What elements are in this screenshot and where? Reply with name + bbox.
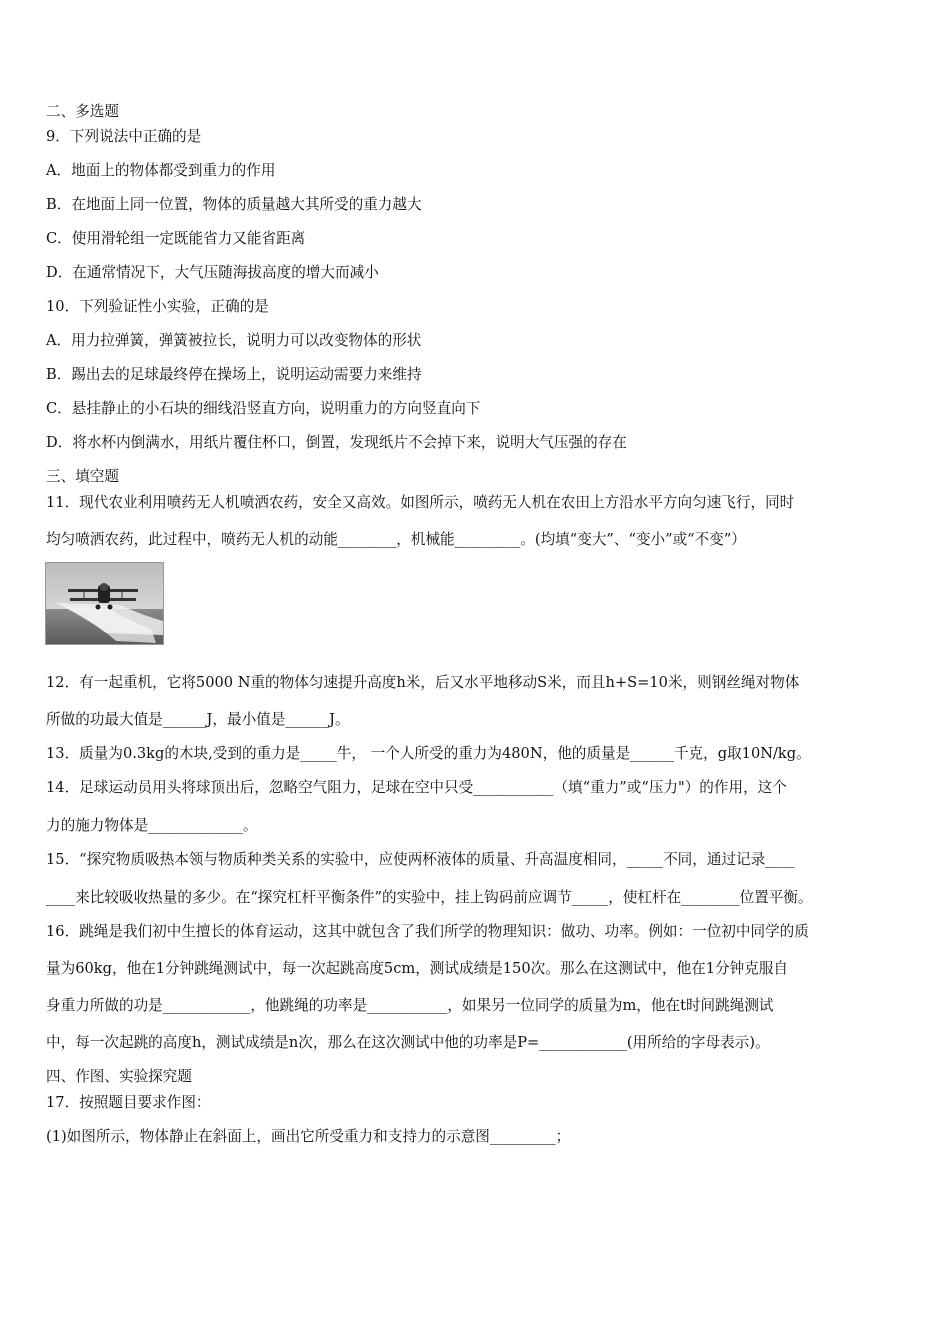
question-9-stem: 9．下列说法中正确的是 xyxy=(46,128,202,145)
question-16-line-2: 量为60kg，他在1分钟跳绳测试中，每一次起跳高度5cm，测试成绩是150次。那么在这测试中，他在1分钟克服自 xyxy=(46,960,789,977)
question-17-stem: 17．按照题目要求作图： xyxy=(46,1094,211,1111)
question-10-stem: 10．下列验证性小实验，正确的是 xyxy=(46,298,269,315)
question-12-line-2: 所做的功最大值是______J，最小值是______J。 xyxy=(46,711,350,728)
question-12-line-1: 12．有一起重机，它将5000 N重的物体匀速提升高度h米，后又水平地移动S米，而且h+S=10米，则钢丝绳对物体 xyxy=(46,674,800,691)
section-heading-multiple-choice: 二、多选题 xyxy=(46,103,119,120)
question-15-line-2: ____来比较吸收热量的多少。在“探究杠杆平衡条件”的实验中，挂上钩码前应调节_____，使杠杆在________位置平衡。 xyxy=(46,889,813,906)
question-14-line-2: 力的施力物体是_____________。 xyxy=(46,817,258,834)
crop-duster-photo xyxy=(45,562,164,645)
question-15-line-1: 15．“探究物质吸热本领与物质种类关系的实验中，应使两杯液体的质量、升高温度相同，_____不同，通过记录____ xyxy=(46,851,795,868)
question-13-line-1: 13．质量为0.3kg的木块,受到的重力是_____牛， 一个人所受的重力为480N，他的质量是______千克，g取10N/kg。 xyxy=(46,745,811,762)
question-17-part-1: (1)如图所示，物体静止在斜面上，画出它所受重力和支持力的示意图_________； xyxy=(46,1128,571,1145)
question-16-line-1: 16．跳绳是我们初中生擅长的体育运动，这其中就包含了我们所学的物理知识：做功、功率。例如：一位初中同学的质 xyxy=(46,923,809,940)
crop-duster-illustration xyxy=(46,563,163,644)
question-9-option-d: D．在通常情况下，大气压随海拔高度的增大而减小 xyxy=(46,264,379,281)
question-9-option-a: A．地面上的物体都受到重力的作用 xyxy=(46,162,276,179)
question-10-option-b: B．踢出去的足球最终停在操场上，说明运动需要力来维持 xyxy=(46,366,422,383)
question-10-option-d: D．将水杯内倒满水，用纸片覆住杯口，倒置，发现纸片不会掉下来，说明大气压强的存在 xyxy=(46,434,627,451)
question-11-line-1: 11．现代农业利用喷药无人机喷洒农药，安全又高效。如图所示，喷药无人机在农田上方沿水平方向匀速飞行，同时 xyxy=(46,494,795,511)
section-heading-drawing-experiment: 四、作图、实验探究题 xyxy=(46,1068,192,1085)
question-16-line-3: 身重力所做的功是____________，他跳绳的功率是___________，如果另一位同学的质量为m，他在t时间跳绳测试 xyxy=(46,997,774,1014)
question-10-option-c: C．悬挂静止的小石块的细线沿竖直方向，说明重力的方向竖直向下 xyxy=(46,400,481,417)
question-9-option-b: B．在地面上同一位置，物体的质量越大其所受的重力越大 xyxy=(46,196,422,213)
question-14-line-1: 14．足球运动员用头将球顶出后，忽略空气阻力，足球在空中只受___________（填“重力”或“压力"）的作用，这个 xyxy=(46,779,787,796)
section-heading-fill-in: 三、填空题 xyxy=(46,468,119,485)
question-16-line-4: 中，每一次起跳的高度h，测试成绩是n次，那么在这次测试中他的功率是P=____________(用所给的字母表示)。 xyxy=(46,1034,770,1051)
question-11-line-2: 均匀喷洒农药，此过程中，喷药无人机的动能________，机械能_________。(均填“变大”、“变小”或“不变”） xyxy=(46,531,746,548)
question-10-option-a: A．用力拉弹簧，弹簧被拉长，说明力可以改变物体的形状 xyxy=(46,332,422,349)
question-9-option-c: C．使用滑轮组一定既能省力又能省距离 xyxy=(46,230,306,247)
